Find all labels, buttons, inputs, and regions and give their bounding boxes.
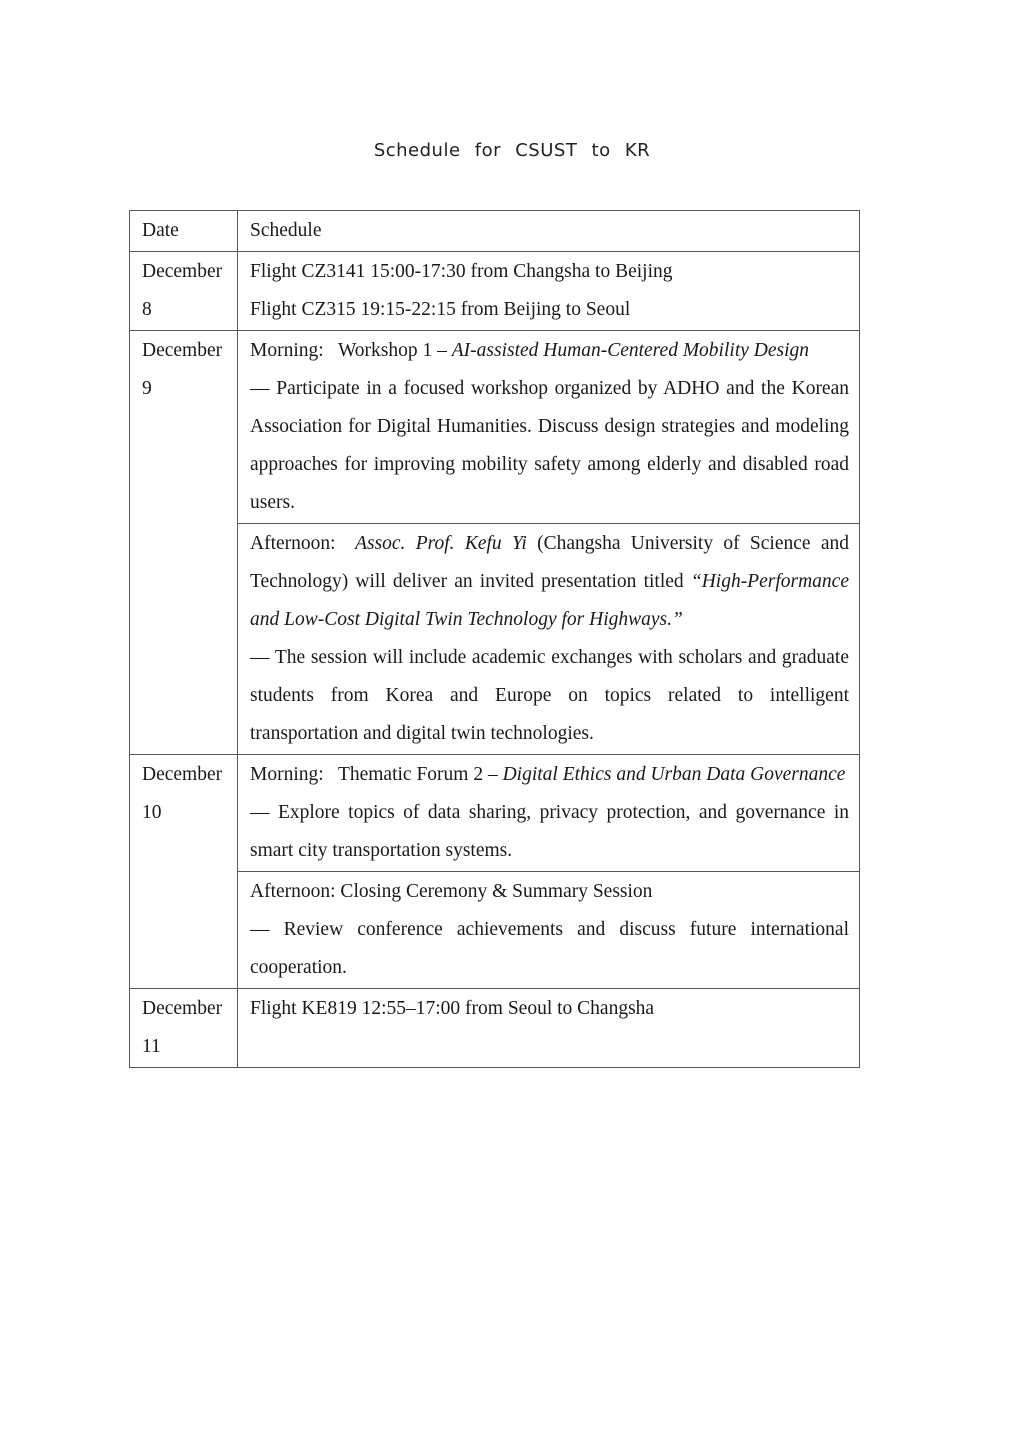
paragraph xyxy=(250,873,849,911)
text-run-italic: Digital Ethics and Urban Data Governance xyxy=(502,764,846,785)
text-run: Flight KE819 12:55–17:00 from Seoul to Changsha xyxy=(250,998,655,1019)
paragraph xyxy=(250,525,849,639)
document-title: Schedule for CSUST to KR xyxy=(373,140,651,161)
date-line: December xyxy=(142,340,223,361)
header-cell-schedule: Schedule xyxy=(238,211,860,252)
text-run: — The session will include academic exchanges with scholars and graduate students from Korea and Europe on topics related to intelligent transportation and digital twin technologies. xyxy=(250,647,849,744)
date-line: December xyxy=(142,261,223,282)
paragraph xyxy=(250,253,849,291)
paragraph xyxy=(250,794,849,870)
date-line: 8 xyxy=(142,299,152,320)
table-row xyxy=(130,252,860,331)
text-run-italic: AI-assisted Human-Centered Mobility Design xyxy=(451,340,810,361)
date-line: December xyxy=(142,998,223,1019)
text-run-italic: “High-Performance and Low-Cost Digital Twin Technology for Highways.” xyxy=(250,571,849,630)
date-line: 11 xyxy=(142,1036,161,1057)
text-run: Morning: Thematic Forum 2 – xyxy=(250,764,503,785)
text-run: (Changsha University of Science and Technology) will deliver an invited presentation titled xyxy=(250,533,849,592)
paragraph xyxy=(250,911,849,987)
date-cell xyxy=(130,331,238,755)
schedule-cell xyxy=(238,989,860,1068)
text-run: Flight CZ3141 15:00-17:30 from Changsha to Beijing xyxy=(250,261,673,282)
date-line: 10 xyxy=(142,802,162,823)
paragraph xyxy=(250,639,849,753)
paragraph xyxy=(250,756,849,794)
date-cell xyxy=(130,252,238,331)
paragraph xyxy=(250,291,849,329)
schedule-table xyxy=(129,210,860,1068)
schedule-cell xyxy=(238,872,860,989)
date-line: December xyxy=(142,764,223,785)
schedule-cell xyxy=(238,252,860,331)
schedule-cell xyxy=(238,524,860,755)
text-run: Morning: Workshop 1 – xyxy=(250,340,452,361)
date-cell xyxy=(130,989,238,1068)
schedule-cell xyxy=(238,331,860,524)
table-row xyxy=(130,755,860,872)
date-line: 9 xyxy=(142,378,152,399)
table-row xyxy=(130,872,860,989)
paragraph xyxy=(250,332,849,370)
text-run-italic: Assoc. Prof. Kefu Yi xyxy=(355,533,527,554)
date-cell xyxy=(130,755,238,989)
text-run: — Participate in a focused workshop organized by ADHO and the Korean Association for Digital Humanities. Discuss design strategies and modeling approaches for improving mobility safety among elderly and disabled road users. xyxy=(250,378,849,513)
table-row xyxy=(130,989,860,1068)
paragraph xyxy=(250,990,849,1028)
text-run: — Explore topics of data sharing, privacy protection, and governance in smart city transportation systems. xyxy=(250,802,849,861)
text-run: — Review conference achievements and discuss future international cooperation. xyxy=(250,919,849,978)
paragraph xyxy=(250,370,849,522)
text-run: Afternoon: xyxy=(250,533,356,554)
text-run: Flight CZ315 19:15-22:15 from Beijing to Seoul xyxy=(250,299,631,320)
schedule-cell xyxy=(238,755,860,872)
table-row xyxy=(130,524,860,755)
schedule-table-body xyxy=(130,211,860,1068)
text-run: Afternoon: Closing Ceremony & Summary Session xyxy=(250,881,653,902)
table-row xyxy=(130,331,860,524)
header-cell-date: Date xyxy=(130,211,238,252)
header-row xyxy=(130,211,860,252)
